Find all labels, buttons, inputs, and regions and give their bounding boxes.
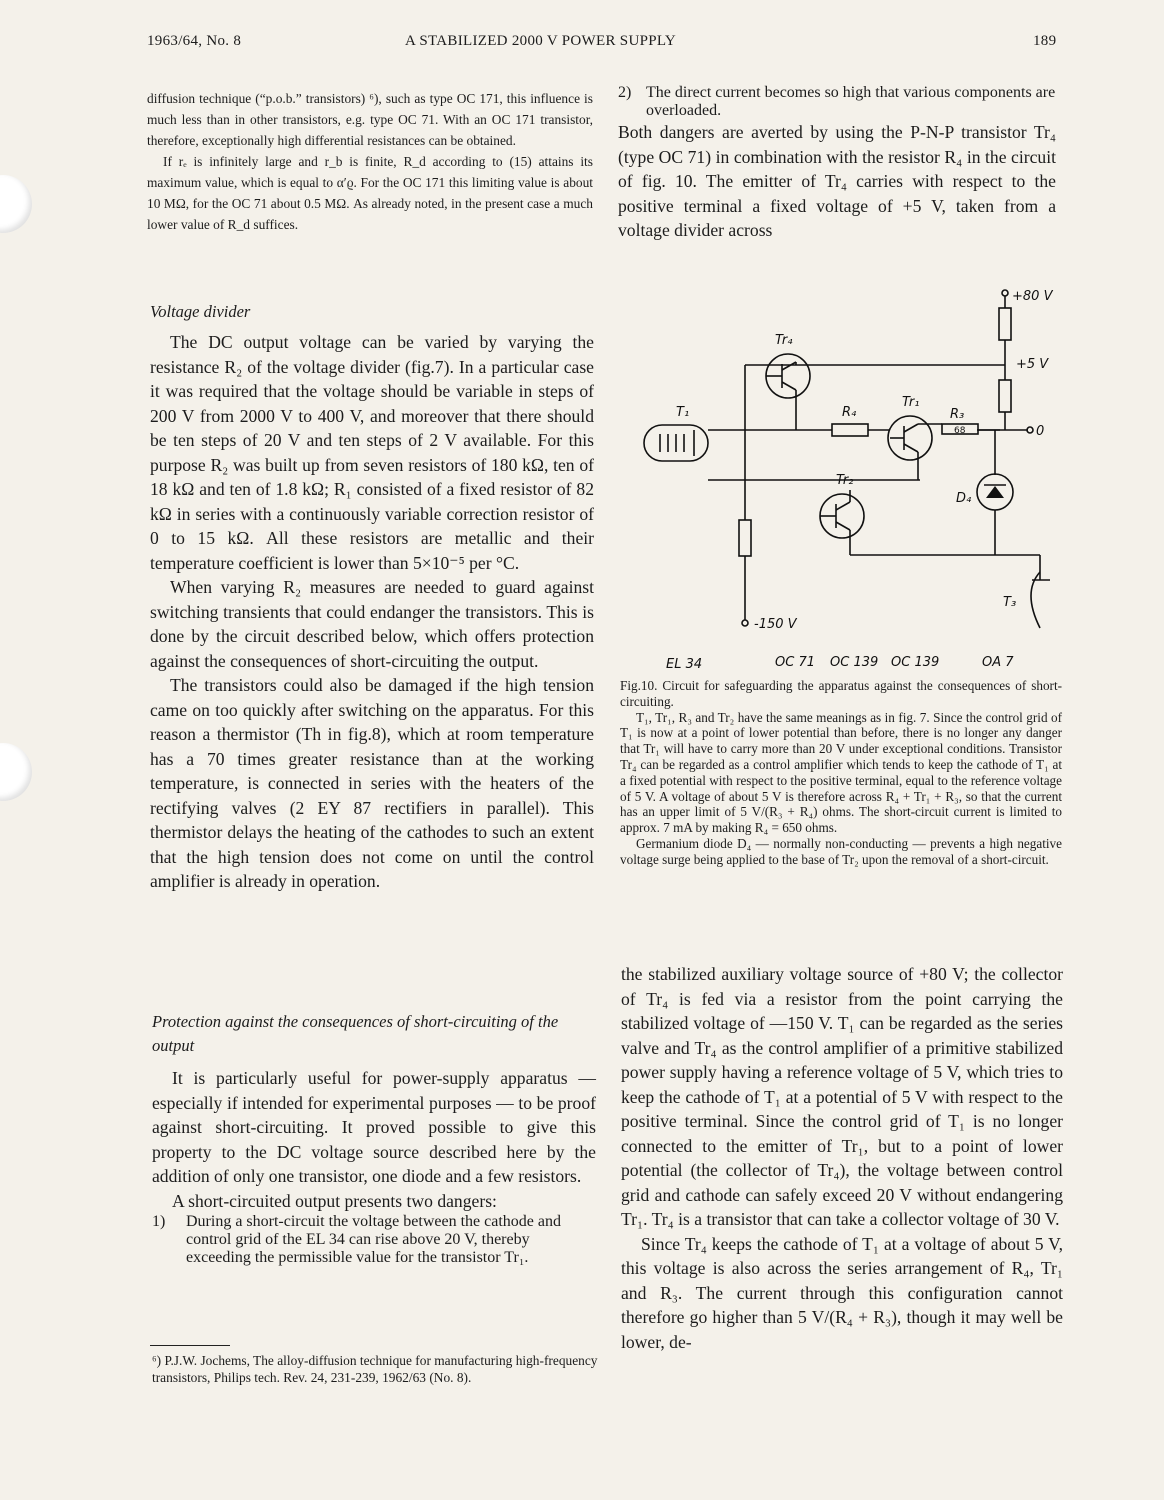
intro-paragraph-2: If rₑ is infinitely large and r_b is finite, R_d according to (15) attains its maximum value, which is equal to α′ϱ. For the OC 171 this limiting value is about 10 MΩ, for the OC 71 about 0.5 MΩ. As already noted, in the present case a much lower value of R_d suffices.	[147, 154, 593, 232]
protection-body	[152, 1066, 596, 1267]
right-bottom-body	[621, 962, 1063, 1354]
right-paragraph-3: Since Tr₄ keeps the cathode of T₁ at a voltage of about 5 V, this voltage is also across the series arrangement of R₄, Tr₁ and R₃. The current through this configuration cannot therefore go higher than 5 V/(R₄ + R₃), though it may well be lower, de-	[621, 1233, 1063, 1352]
label-t1: T₁	[676, 405, 690, 420]
label-d4: D₄	[956, 491, 972, 506]
right-top-body	[618, 84, 1056, 243]
right-paragraph-1: Both dangers are averted by using the P-N-P transistor Tr₄ (type OC 71) in combination with the resistor R₄ in the circuit of fig. 10. The emitter of Tr₄ carries with respect to the positive terminal a fixed voltage of +5 V, taken from a voltage divider across	[618, 122, 1056, 240]
header-page-number: 189	[1033, 33, 1057, 49]
component-oc139-b: OC 139	[891, 655, 940, 670]
section-protection	[152, 1010, 596, 1058]
label-minus150: -150 V	[754, 617, 797, 632]
vd-paragraph-3: The transistors could also be damaged if the high tension came on too quickly after switching on the apparatus. For this reason a thermistor (Th in fig.8), which at room temperature has a 70 times greater resistance than at the working temperature, is connected in series with the heaters of the rectifying valves (2 EY 87 rectifiers in parallel). This thermistor delays the heating of the cathodes to such an extent that the high tension does not come on until the control amplifier is already in operation.	[150, 675, 594, 891]
vd-paragraph-1: The DC output voltage can be varied by varying the resistance R₂ of the voltage divider (fig.7). In a particular case it was required that the voltage should be variable in steps of 200 V from 2000 V to 400 V, and moreover that there should be ten steps of 20 V and ten steps of 2 V available. For this purpose R₂ was built up from seven resistors of 180 kΩ, ten of 18 kΩ and ten of 1.8 kΩ; R₁ consisted of a fixed resistor of 82 kΩ in series with a continuously variable correction resistor of 0 to 15 kΩ. All these resistors are metallic and their temperature coefficient is lower than 5×10⁻⁵ per °C.	[150, 332, 594, 573]
item-number: 1)	[152, 1213, 166, 1230]
label-zero: 0	[1036, 424, 1045, 439]
punch-hole-top	[0, 175, 32, 233]
item-text: During a short-circuit the voltage between the cathode and control grid of the EL 34 can rise above 20 V, thereby exceeding the permissible value for the transistor Tr₁.	[186, 1213, 561, 1266]
label-plus80: +80 V	[1012, 289, 1053, 304]
component-el34: EL 34	[666, 657, 703, 672]
caption-paragraph-2: T₁, Tr₁, R₃ and Tr₂ have the same meanings as in fig. 7. Since the control grid of T₁ is now at a point of lower potential than before, there is no longer any danger that Tr₁ will have to carry more than 20 V under exceptional conditions. Transistor Tr₄ can be regarded as a control amplifier which tends to keep the cathode of T₁ at a fixed potential with respect to the positive terminal, equal to the reference voltage of 5 V. A voltage of about 5 V is therefore across R₄ + Tr₁ + R₃, so that the current has an upper limit of 5 V/(R₃ + R₄) ohms. The short-circuit current is limited to approx. 7 mA by making R₄ = 650 ohms.	[620, 709, 1062, 836]
footnote-text: P.J.W. Jochems, The alloy-diffusion technique for manufacturing high-frequency transistors, Philips tech. Rev. 24, 231-239, 1962/63 (No. 8).	[152, 1353, 598, 1385]
heading-voltage-divider: Voltage divider	[150, 302, 251, 321]
left-intro	[147, 88, 593, 235]
item-number: 2)	[618, 84, 632, 101]
footnote-number: ⁶)	[152, 1353, 162, 1368]
caption-paragraph-3: Germanium diode D₄ — normally non-conducting — prevents a high negative voltage surge being applied to the base of Tr₂ upon the removal of a short-circuit.	[620, 835, 1062, 867]
pr-paragraph-1: It is particularly useful for power-supply apparatus — especially if intended for experimental purposes — to be proof against short-circuiting. It proved possible to give this property to the DC voltage source described here by the addition of only one transistor, one diode and a few resistors.	[152, 1068, 596, 1186]
section-voltage-divider	[150, 300, 594, 324]
component-oa7: OA 7	[982, 655, 1014, 670]
footnote-rule	[150, 1345, 230, 1346]
label-tr1: Tr₁	[902, 395, 920, 410]
figure-caption	[620, 678, 1062, 868]
circuit-diagram	[620, 280, 1060, 680]
intro-paragraph-1: diffusion technique (“p.o.b.” transistors) ⁶), such as type OC 171, this influence is much less than in other transistors, e.g. type OC 71. With an OC 171 transistor, therefore, exceptionally high differential resistances can be obtained.	[147, 91, 593, 148]
voltage-divider-body	[150, 330, 594, 894]
pr-paragraph-2: A short-circuited output presents two dangers:	[172, 1190, 497, 1211]
right-paragraph-2: the stabilized auxiliary voltage source of +80 V; the collector of Tr₄ is fed via a resistor from the point carrying the stabilized voltage of —150 V. T₁ can be regarded as the series valve and Tr₄ as the control amplifier of a primitive stabilized power supply having a reference voltage of 5 V, which tries to keep the cathode of T₁ at a potential of 5 V with respect to the positive terminal. Since the control grid of T₁ is no longer connected to the emitter of Tr₁, but to a point of lower potential (the collector of Tr₄), the voltage between control grid and cathode can safely exceed 20 V without endangering Tr₁. Tr₄ is a transistor that can take a collector voltage of 30 V.	[621, 964, 1063, 1229]
label-tr4: Tr₄	[775, 333, 793, 348]
header-title: A STABILIZED 2000 V POWER SUPPLY	[405, 33, 676, 49]
component-oc139-a: OC 139	[830, 655, 879, 670]
label-tr2: Tr₂	[836, 473, 854, 488]
label-r3: R₃	[950, 407, 965, 422]
heading-protection: Protection against the consequences of short-circuiting of the output	[152, 1012, 559, 1055]
label-r3-value: 68	[954, 426, 966, 436]
danger-item-1	[152, 1213, 596, 1267]
item-text: The direct current becomes so high that various components are overloaded.	[646, 84, 1056, 119]
header-issue: 1963/64, No. 8	[147, 33, 242, 49]
vd-paragraph-2: When varying R₂ measures are needed to guard against switching transients that could endanger the transistors. This is done by the circuit described below, which offers protection against the consequences of short-circuiting the output.	[150, 577, 594, 671]
label-plus5: +5 V	[1016, 357, 1049, 372]
label-r4: R₄	[842, 405, 857, 420]
component-oc71: OC 71	[775, 655, 815, 670]
label-t3: T₃	[1003, 595, 1017, 610]
footnote	[152, 1353, 598, 1386]
caption-title: Fig.10. Circuit for safeguarding the apparatus against the consequences of short-circuiting.	[620, 678, 1062, 709]
punch-hole-bottom	[0, 743, 32, 801]
danger-item-2	[618, 84, 1056, 120]
